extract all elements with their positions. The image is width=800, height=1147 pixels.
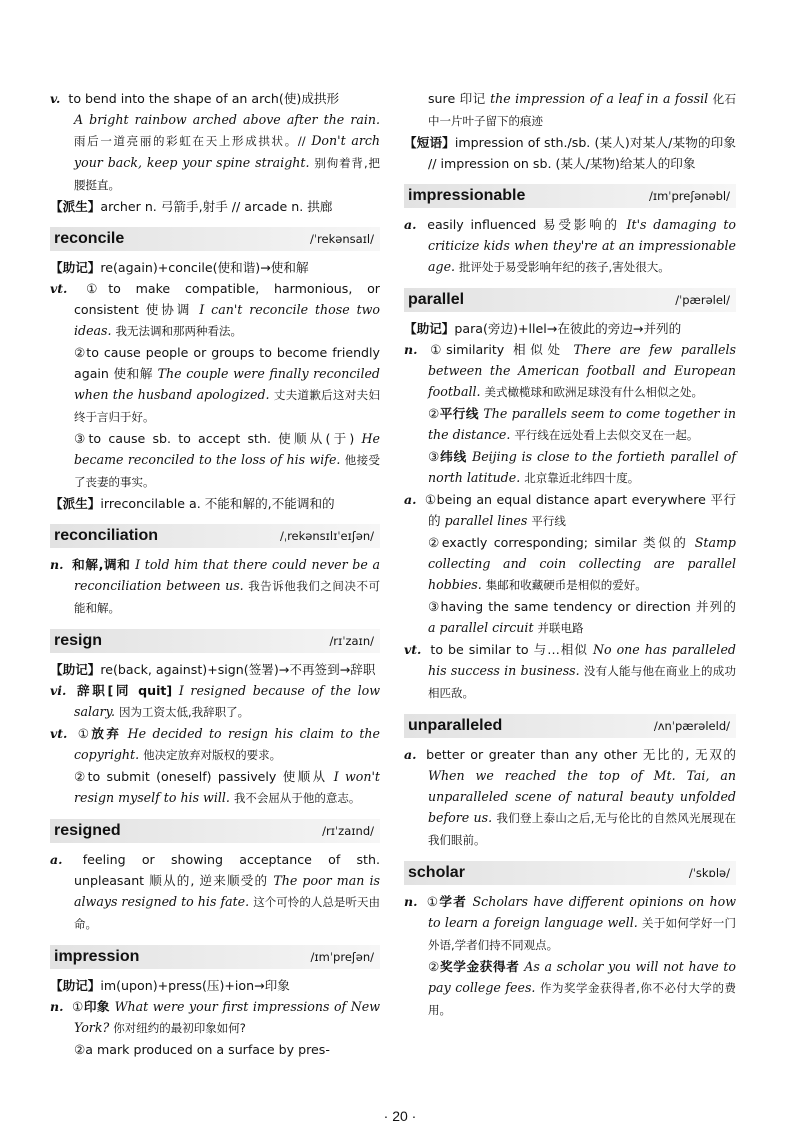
mnemonic-text: para(旁边)+llel→在彼此的旁边→并列的 <box>454 321 682 336</box>
entry-impression-cont <box>404 88 736 174</box>
pos-label: n. <box>404 894 418 909</box>
headword-bar <box>50 819 380 843</box>
example-translation: 我无法调和那两种看法。 <box>115 324 243 338</box>
example-translation: 我们登上泰山之后,无与伦比的自然风光展现在我们眼前。 <box>428 811 736 847</box>
entry-parallel <box>404 288 736 704</box>
headword-bar <box>404 861 736 885</box>
headword: reconcile <box>54 230 125 247</box>
example-sentence: The poor man is always resigned to his fate. <box>74 873 380 909</box>
phrase-tag: 【短语】 <box>404 135 455 150</box>
definition: 印象 <box>83 999 111 1014</box>
definition: 平行线 <box>439 406 479 421</box>
sense-number: ② <box>428 406 440 421</box>
phrase-text: impression of sth./sb. (某人)对某人/某物的印象 // impression on sb. (某人/某物)给某人的印象 <box>428 135 737 171</box>
mnemonic-text: im(upon)+press(压)+ion→印象 <box>100 978 290 993</box>
example-sentence: the impression of a leaf in a fossil <box>490 91 709 106</box>
entry-impressionable <box>404 184 736 278</box>
entry-reconciliation <box>50 524 380 619</box>
example-translation: 雨后一道亮丽的彩虹在天上形成拱状。// <box>74 134 306 148</box>
headword-bar <box>50 629 380 653</box>
headword: reconciliation <box>54 527 159 544</box>
example-sentence: He decided to resign his claim to the copyright. <box>74 726 380 762</box>
pos-label: vi. <box>50 683 67 698</box>
example-sentence: No one has paralleled his success in business. <box>428 642 736 678</box>
definition: to cause sb. to accept sth. 使顺从(于) <box>88 431 355 446</box>
pos-label: vt. <box>50 726 68 741</box>
example-sentence: What were your first impressions of New York? <box>74 999 380 1035</box>
headword: scholar <box>408 864 465 881</box>
mnemonic-text: re(back, against)+sign(签署)→不再签到→辞职 <box>100 662 376 677</box>
sense-number: ① <box>430 342 447 357</box>
phonetic: /ˈrekənsaɪl/ <box>310 232 374 246</box>
sense-number: ① <box>86 281 109 296</box>
headword-bar <box>50 227 380 251</box>
example-translation: 他接受了丧妻的事实。 <box>74 453 380 489</box>
pos-label: vt. <box>50 281 68 296</box>
phonetic: /ˈpærəlel/ <box>675 293 730 307</box>
definition: to cause people or groups to become friendly again 使和解 <box>74 345 381 381</box>
definition: to make compatible, harmonious, or consistent 使协调 <box>74 281 380 317</box>
example-translation: 平行线在远处看上去似交叉在一起。 <box>514 428 699 442</box>
sense-number: ① <box>71 999 84 1014</box>
pos-label: n. <box>50 557 64 572</box>
sense-number: ② <box>74 1042 86 1057</box>
definition: similarity 相似处 <box>446 342 565 357</box>
pos-label: n. <box>404 342 418 357</box>
example-translation: 丈夫道歉后这对夫妇终于言归于好。 <box>74 388 380 424</box>
mnemonic-tag: 【助记】 <box>50 662 101 677</box>
definition: 学者 <box>439 894 468 909</box>
sense-number: ③ <box>74 431 89 446</box>
pos-label: a. <box>404 747 417 762</box>
headword: parallel <box>408 291 465 308</box>
definition: a mark produced on a surface by pres- <box>85 1042 330 1057</box>
right-column <box>404 88 736 1029</box>
pos-label: vt. <box>404 642 422 657</box>
pos-label: a. <box>50 852 63 867</box>
pos-label: a. <box>404 217 417 232</box>
example-sentence: He became reconciled to the loss of his wife. <box>74 431 380 467</box>
example-translation: 这个可怜的人总是听天由命。 <box>74 895 381 931</box>
derived-text: irreconcilable a. 不能和解的,不能调和的 <box>100 496 335 511</box>
headword: resign <box>54 632 103 649</box>
definition: 辞职[同 quit] <box>77 683 173 698</box>
definition: easily influenced 易受影响的 <box>427 217 620 232</box>
sense-number: ② <box>428 959 440 974</box>
mnemonic-tag: 【助记】 <box>404 321 455 336</box>
example-sentence: I won't resign myself to his will. <box>74 769 380 805</box>
entry-reconcile <box>50 227 380 514</box>
headword: impression <box>54 948 140 965</box>
example-sentence: As a scholar you will not have to pay college fees. <box>428 959 737 995</box>
example-translation: 他决定放弃对版权的要求。 <box>143 748 282 762</box>
pos-label: v. <box>50 91 61 106</box>
example-sentence: a parallel circuit <box>428 620 534 635</box>
example-translation: 美式橄榄球和欧洲足球没有什么相似之处。 <box>484 385 704 399</box>
example-sentence: I resigned because of the low salary. <box>74 683 380 719</box>
example-sentence: When we reached the top of Mt. Tai, an unparalleled scene of natural beauty unfolded before us. <box>428 768 736 825</box>
phonetic: /ɪmˈpreʃən/ <box>310 950 374 964</box>
headword-bar <box>50 945 380 969</box>
definition: feeling or showing acceptance of sth. unpleasant 顺从的, 逆来顺受的 <box>74 852 380 888</box>
entry-impression <box>50 945 380 1060</box>
phonetic: /rɪˈzaɪnd/ <box>322 824 374 838</box>
headword: impressionable <box>408 187 526 204</box>
example-translation: 没有人能与他在商业上的成功相匹敌。 <box>428 664 736 700</box>
definition: 和解,调和 <box>72 557 131 572</box>
derived-tag: 【派生】 <box>50 496 101 511</box>
entry-unparalleled <box>404 714 736 851</box>
headword: resigned <box>54 822 121 839</box>
headword-bar <box>50 524 380 548</box>
phonetic: /ʌnˈpærəleld/ <box>653 719 730 733</box>
headword-bar <box>404 714 736 738</box>
example-sentence: parallel lines <box>444 513 528 528</box>
entry-resigned <box>50 819 380 935</box>
pos-label: a. <box>404 492 417 507</box>
sense-number: ③ <box>428 599 441 614</box>
example-translation: 我告诉他我们之间决不可能和解。 <box>74 579 381 615</box>
example-translation: 平行线 <box>531 514 566 528</box>
definition: to bend into the shape of an arch(使)成拱形 <box>68 91 340 106</box>
definition: sure 印记 <box>428 91 486 106</box>
definition: exactly corresponding; similar 类似的 <box>441 535 689 550</box>
sense-number: ① <box>426 894 440 909</box>
example-sentence: Don't arch your back, keep your spine straight. <box>74 133 381 170</box>
entry-arch-tail <box>50 88 380 217</box>
example-translation: 批评处于易受影响年纪的孩子,害处很大。 <box>459 260 670 274</box>
example-sentence: There are few parallels between the American football and European football. <box>428 342 736 399</box>
example-translation: 关于如何学好一门外语,学者们持不同观点。 <box>428 916 737 952</box>
mnemonic-text: re(again)+concile(使和谐)→使和解 <box>100 260 309 275</box>
sense-number: ② <box>428 535 442 550</box>
example-sentence: Scholars have different opinions on how to learn a foreign language well. <box>428 894 736 930</box>
headword-bar <box>404 184 736 208</box>
mnemonic-tag: 【助记】 <box>50 978 101 993</box>
sense-number: ② <box>74 769 88 784</box>
example-sentence: It's damaging to criticize kids when they're at an impressionable age. <box>428 217 736 274</box>
derived-tag: 【派生】 <box>50 199 101 214</box>
page-number: · 20 · <box>383 1108 417 1124</box>
mnemonic-tag: 【助记】 <box>50 260 101 275</box>
sense-number: ② <box>74 345 87 360</box>
derived-text: archer n. 弓箭手,射手 // arcade n. 拱廊 <box>100 199 333 214</box>
definition: having the same tendency or direction 并列的 <box>440 599 737 614</box>
example-translation: 因为工资太低,我辞职了。 <box>119 705 250 719</box>
example-translation: 你对纽约的最初印象如何? <box>113 1021 246 1035</box>
example-translation: 别佝着背,把腰挺直。 <box>74 156 380 192</box>
example-translation: 化石中一片叶子留下的痕迹 <box>428 92 737 128</box>
example-sentence: Stamp collecting and coin collecting are parallel hobbies. <box>428 535 736 592</box>
example-sentence: I told him that there could never be a reconciliation between us. <box>74 557 380 593</box>
example-translation: 集邮和收藏硬币是相似的爱好。 <box>485 578 647 592</box>
left-column <box>50 88 380 1068</box>
definition: to submit (oneself) passively 使顺从 <box>87 769 328 784</box>
example-sentence: The parallels seem to come together in the distance. <box>428 406 737 442</box>
example-sentence: A bright rainbow arched above after the rain. <box>74 112 380 127</box>
example-sentence: I can't reconcile those two ideas. <box>74 302 380 338</box>
definition: 奖学金获得者 <box>439 959 520 974</box>
definition: to be similar to 与…相似 <box>430 642 588 657</box>
headword-bar <box>404 288 736 312</box>
example-sentence: The couple were finally reconciled when the husband apologized. <box>74 366 380 402</box>
sense-number: ③ <box>428 449 441 464</box>
phonetic: /ˌrekənsɪlɪˈeɪʃən/ <box>280 529 374 543</box>
phonetic: /ɪmˈpreʃənəbl/ <box>648 189 730 203</box>
sense-number: ① <box>424 492 437 507</box>
example-translation: 北京靠近北纬四十度。 <box>524 471 640 485</box>
definition: being an equal distance apart everywhere 平行的 <box>428 492 736 528</box>
headword: unparalleled <box>408 717 503 734</box>
entry-scholar <box>404 861 736 1021</box>
pos-label: n. <box>50 999 64 1014</box>
sense-number: ① <box>77 726 92 741</box>
example-translation: 作为奖学金获得者,你不必付大学的费用。 <box>428 981 736 1017</box>
definition: 纬线 <box>440 449 468 464</box>
example-translation: 并联电路 <box>537 621 584 635</box>
definition: better or greater than any other 无比的, 无双的 <box>426 747 736 762</box>
entry-resign <box>50 629 380 809</box>
example-translation: 我不会屈从于他的意志。 <box>233 791 361 805</box>
phonetic: /rɪˈzaɪn/ <box>329 634 374 648</box>
phonetic: /ˈskɒlə/ <box>688 866 730 880</box>
definition: 放弃 <box>91 726 122 741</box>
example-sentence: Beijing is close to the fortieth parallel of north latitude. <box>428 449 736 485</box>
